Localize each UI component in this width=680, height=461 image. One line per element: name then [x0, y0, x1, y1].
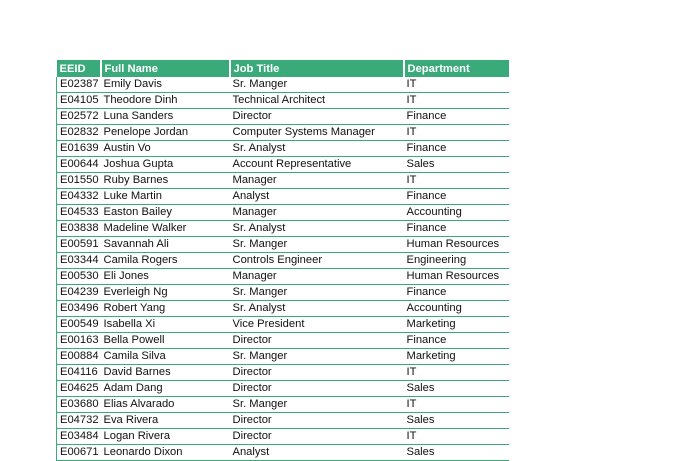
cell-department[interactable]: Finance: [404, 189, 509, 205]
cell-job-title[interactable]: Sr. Manger: [230, 77, 404, 93]
cell-eeid[interactable]: E04732: [57, 413, 101, 429]
cell-eeid[interactable]: E00644: [57, 157, 101, 173]
cell-eeid[interactable]: E00549: [57, 317, 101, 333]
table-row: [57, 237, 509, 253]
cell-eeid[interactable]: E01550: [57, 173, 101, 189]
table-row: [57, 445, 509, 461]
table-row: [57, 301, 509, 317]
cell-full-name[interactable]: Eva Rivera: [101, 413, 230, 429]
table-row: [57, 189, 509, 205]
table-row: [57, 157, 509, 173]
cell-eeid[interactable]: E04533: [57, 205, 101, 221]
cell-full-name[interactable]: Savannah Ali: [101, 237, 230, 253]
cell-department[interactable]: IT: [404, 173, 509, 189]
cell-full-name[interactable]: Luke Martin: [101, 189, 230, 205]
cell-eeid[interactable]: E00671: [57, 445, 101, 461]
employee-table: [56, 60, 509, 461]
cell-eeid[interactable]: E03680: [57, 397, 101, 413]
table-row: [57, 429, 509, 445]
cell-full-name[interactable]: Madeline Walker: [101, 221, 230, 237]
cell-department[interactable]: IT: [404, 365, 509, 381]
header-row: [57, 60, 509, 77]
cell-job-title[interactable]: Controls Engineer: [230, 253, 404, 269]
cell-department[interactable]: Engineering: [404, 253, 509, 269]
cell-eeid[interactable]: E04105: [57, 93, 101, 109]
cell-job-title[interactable]: Vice President: [230, 317, 404, 333]
table-row: [57, 413, 509, 429]
table-row: [57, 141, 509, 157]
cell-eeid[interactable]: E03838: [57, 221, 101, 237]
table-row: [57, 381, 509, 397]
header-department[interactable]: Department: [404, 60, 509, 77]
cell-job-title[interactable]: Director: [230, 413, 404, 429]
cell-department[interactable]: Marketing: [404, 349, 509, 365]
cell-full-name[interactable]: Penelope Jordan: [101, 125, 230, 141]
cell-job-title[interactable]: Manager: [230, 205, 404, 221]
cell-job-title[interactable]: Director: [230, 381, 404, 397]
cell-eeid[interactable]: E03344: [57, 253, 101, 269]
cell-department[interactable]: IT: [404, 77, 509, 93]
cell-job-title[interactable]: Sr. Analyst: [230, 141, 404, 157]
cell-eeid[interactable]: E02832: [57, 125, 101, 141]
table-row: [57, 173, 509, 189]
cell-job-title[interactable]: Computer Systems Manager: [230, 125, 404, 141]
cell-department[interactable]: Finance: [404, 333, 509, 349]
cell-job-title[interactable]: Account Representative: [230, 157, 404, 173]
cell-eeid[interactable]: E04239: [57, 285, 101, 301]
table-row: [57, 285, 509, 301]
employee-table-container: [56, 60, 509, 461]
cell-job-title[interactable]: Sr. Analyst: [230, 221, 404, 237]
cell-department[interactable]: Sales: [404, 157, 509, 173]
cell-department[interactable]: Finance: [404, 221, 509, 237]
cell-eeid[interactable]: E04625: [57, 381, 101, 397]
cell-department[interactable]: IT: [404, 397, 509, 413]
cell-department[interactable]: Marketing: [404, 317, 509, 333]
cell-job-title[interactable]: Technical Architect: [230, 93, 404, 109]
header-job-title[interactable]: Job Title: [230, 60, 404, 77]
cell-eeid[interactable]: E02387: [57, 77, 101, 93]
cell-eeid[interactable]: E04116: [57, 365, 101, 381]
cell-department[interactable]: Sales: [404, 445, 509, 461]
table-body: [57, 77, 509, 461]
cell-job-title[interactable]: Director: [230, 365, 404, 381]
cell-eeid[interactable]: E02572: [57, 109, 101, 125]
cell-eeid[interactable]: E03484: [57, 429, 101, 445]
cell-job-title[interactable]: Sr. Manger: [230, 397, 404, 413]
cell-full-name[interactable]: Leonardo Dixon: [101, 445, 230, 461]
cell-full-name[interactable]: Emily Davis: [101, 77, 230, 93]
cell-department[interactable]: Human Resources: [404, 269, 509, 285]
cell-full-name[interactable]: Camila Rogers: [101, 253, 230, 269]
cell-eeid[interactable]: E00163: [57, 333, 101, 349]
cell-department[interactable]: IT: [404, 125, 509, 141]
table-row: [57, 269, 509, 285]
cell-job-title[interactable]: Analyst: [230, 445, 404, 461]
cell-full-name[interactable]: Eli Jones: [101, 269, 230, 285]
cell-eeid[interactable]: E01639: [57, 141, 101, 157]
cell-department[interactable]: Sales: [404, 413, 509, 429]
cell-full-name[interactable]: Everleigh Ng: [101, 285, 230, 301]
cell-full-name[interactable]: Isabella Xi: [101, 317, 230, 333]
cell-full-name[interactable]: Austin Vo: [101, 141, 230, 157]
table-row: [57, 109, 509, 125]
cell-full-name[interactable]: Bella Powell: [101, 333, 230, 349]
table-row: [57, 365, 509, 381]
cell-eeid[interactable]: E00591: [57, 237, 101, 253]
table-row: [57, 93, 509, 109]
cell-full-name[interactable]: Joshua Gupta: [101, 157, 230, 173]
cell-full-name[interactable]: Adam Dang: [101, 381, 230, 397]
cell-full-name[interactable]: Camila Silva: [101, 349, 230, 365]
cell-department[interactable]: Accounting: [404, 205, 509, 221]
cell-department[interactable]: IT: [404, 429, 509, 445]
cell-full-name[interactable]: Elias Alvarado: [101, 397, 230, 413]
cell-eeid[interactable]: E00530: [57, 269, 101, 285]
cell-full-name[interactable]: David Barnes: [101, 365, 230, 381]
cell-job-title[interactable]: Director: [230, 109, 404, 125]
cell-job-title[interactable]: Analyst: [230, 189, 404, 205]
cell-job-title[interactable]: Director: [230, 429, 404, 445]
cell-department[interactable]: Human Resources: [404, 237, 509, 253]
cell-department[interactable]: Finance: [404, 141, 509, 157]
cell-job-title[interactable]: Sr. Manger: [230, 285, 404, 301]
header-full-name[interactable]: Full Name: [101, 60, 230, 77]
cell-full-name[interactable]: Luna Sanders: [101, 109, 230, 125]
table-row: [57, 333, 509, 349]
cell-eeid[interactable]: E03496: [57, 301, 101, 317]
cell-department[interactable]: Accounting: [404, 301, 509, 317]
cell-full-name[interactable]: Easton Bailey: [101, 205, 230, 221]
cell-full-name[interactable]: Ruby Barnes: [101, 173, 230, 189]
cell-department[interactable]: Sales: [404, 381, 509, 397]
cell-department[interactable]: Finance: [404, 285, 509, 301]
table-row: [57, 349, 509, 365]
cell-full-name[interactable]: Theodore Dinh: [101, 93, 230, 109]
table-row: [57, 397, 509, 413]
cell-job-title[interactable]: Sr. Analyst: [230, 301, 404, 317]
header-eeid[interactable]: EEID: [57, 60, 101, 77]
table-row: [57, 205, 509, 221]
table-row: [57, 77, 509, 93]
cell-eeid[interactable]: E00884: [57, 349, 101, 365]
cell-department[interactable]: IT: [404, 93, 509, 109]
cell-department[interactable]: Finance: [404, 109, 509, 125]
cell-job-title[interactable]: Sr. Manger: [230, 349, 404, 365]
table-row: [57, 221, 509, 237]
table-row: [57, 317, 509, 333]
cell-full-name[interactable]: Robert Yang: [101, 301, 230, 317]
cell-job-title[interactable]: Director: [230, 333, 404, 349]
table-row: [57, 253, 509, 269]
table-row: [57, 125, 509, 141]
cell-eeid[interactable]: E04332: [57, 189, 101, 205]
cell-full-name[interactable]: Logan Rivera: [101, 429, 230, 445]
cell-job-title[interactable]: Manager: [230, 269, 404, 285]
cell-job-title[interactable]: Manager: [230, 173, 404, 189]
cell-job-title[interactable]: Sr. Manger: [230, 237, 404, 253]
